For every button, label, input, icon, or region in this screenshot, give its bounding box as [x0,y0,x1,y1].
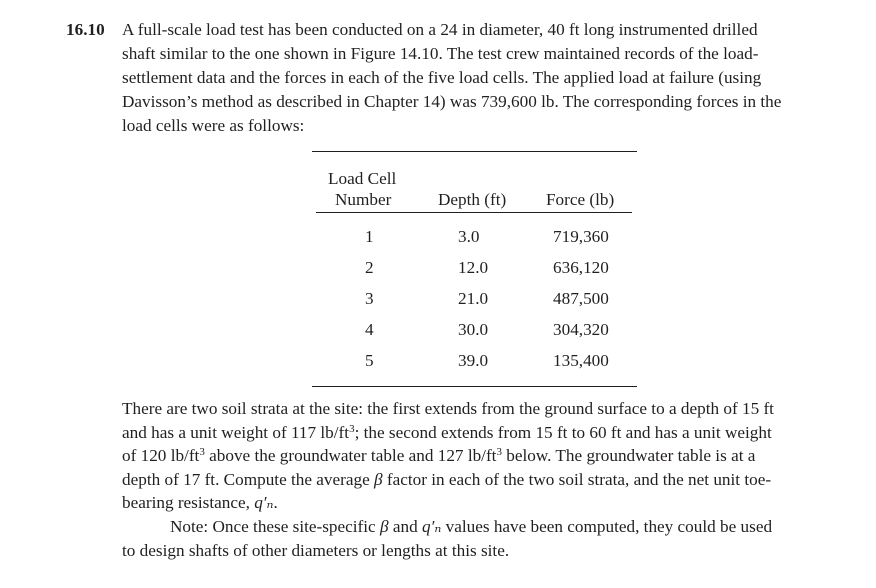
table-body [312,213,637,386]
cell-depth: 30.0 [458,320,489,339]
superscript-3: 3 [496,446,502,459]
cell-depth: 39.0 [458,351,489,370]
cell-force: 719,360 [553,227,609,246]
note-line [122,515,852,539]
problem-closing-text [122,397,852,562]
note-text: and [388,516,422,536]
outro-text: above the groundwater table and 127 lb/ft [204,446,497,466]
table-row [312,256,637,287]
cell-force: 636,120 [553,258,609,277]
cell-number: 3 [365,289,374,308]
header-depth: Depth (ft) [438,190,507,209]
cell-depth: 21.0 [458,289,489,308]
intro-line-4: Davisson’s method as described in Chapter 14) was 739,600 lb. The corresponding forces in the [122,92,782,111]
cell-force: 487,500 [553,289,609,308]
note-text: values have been computed, they could be used [441,516,773,536]
outro-line-3 [122,444,852,468]
header-load-cell: Load Cell [328,169,397,188]
table-row [312,287,637,318]
outro-line-4 [122,468,852,492]
intro-line-5: load cells were as follows: [122,116,305,135]
outro-text: below. The groundwater table is at a [501,446,756,466]
qn-symbol: q′ₙ [254,493,274,513]
cell-number: 2 [365,258,374,277]
load-cell-table [312,151,637,387]
beta-symbol: β [374,469,383,489]
outro-text: factor in each of the two soil strata, and the net unit toe- [382,469,772,489]
superscript-3: 3 [199,446,205,459]
qn-symbol: q′ₙ [421,516,442,536]
outro-text: ; the second extends from 15 ft to 60 ft and has a unit weight [354,422,772,442]
outro-text: of 120 lb/ft [122,446,200,466]
cell-number: 5 [365,351,374,370]
table-row [312,318,637,349]
table-header [312,152,637,212]
cell-number: 1 [365,227,374,246]
intro-line-1 [66,18,852,42]
outro-text: depth of 17 ft. Compute the average [122,469,375,489]
note-text: Note: Once these site-specific [170,516,380,536]
intro-text-1: A full-scale load test has been conducted on a 24 in diameter, 40 ft long instrumented drilled [122,20,758,39]
beta-symbol: β [380,516,389,536]
cell-depth: 3.0 [458,227,480,246]
outro-text: bearing resistance, [122,493,255,513]
outro-line-1: There are two soil strata at the site: the first extends from the ground surface to a depth of 15 ft [122,399,774,418]
table-row [312,225,637,256]
superscript-3: 3 [349,422,355,435]
header-force: Force (lb) [546,190,615,209]
table-bottom-rule [312,386,637,387]
cell-number: 4 [365,320,374,339]
cell-depth: 12.0 [458,258,489,277]
problem-intro [66,18,852,138]
outro-line-7: to design shafts of other diameters or lengths at this site. [122,540,510,560]
cell-force: 135,400 [553,351,609,370]
outro-text: . [273,493,278,513]
problem-number: 16.10 [66,20,105,39]
table-row [312,349,637,380]
intro-line-2: shaft similar to the one shown in Figure 14.10. The test crew maintained records of the load- [122,44,759,63]
outro-line-5 [122,491,852,515]
outro-text: and has a unit weight of 117 lb/ft [122,422,350,442]
intro-line-3: settlement data and the forces in each of the five load cells. The applied load at failure (using [122,68,762,87]
header-number: Number [335,190,392,209]
cell-force: 304,320 [553,320,609,339]
outro-line-2 [122,421,852,445]
